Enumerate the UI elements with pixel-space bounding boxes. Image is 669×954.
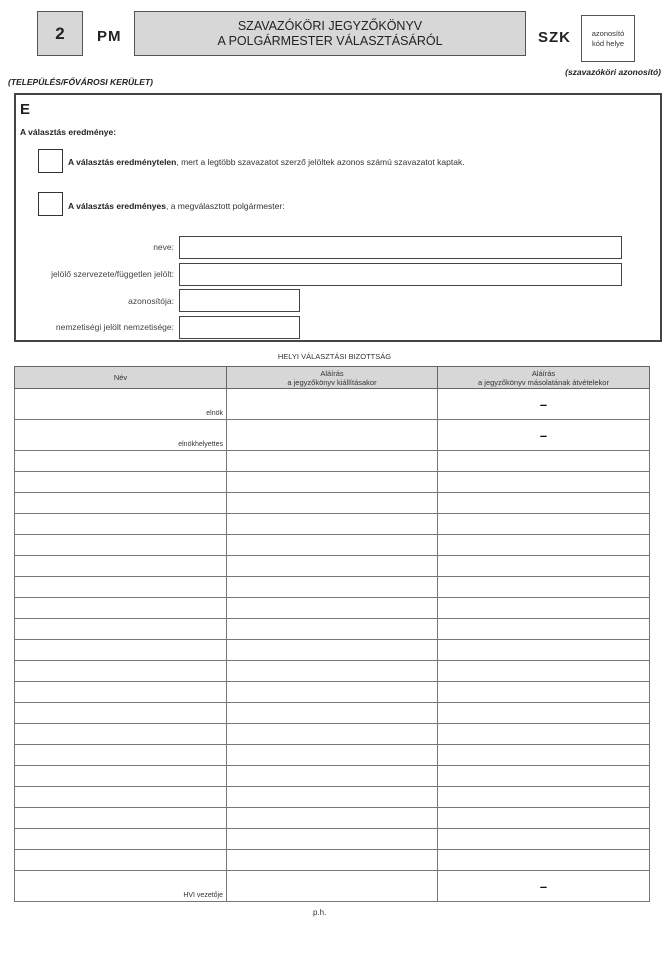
field-name[interactable] — [179, 236, 622, 259]
code-box — [581, 15, 635, 62]
cell-name[interactable] — [15, 682, 227, 703]
cell-signature[interactable] — [227, 787, 438, 808]
label-nationality: nemzetiségi jelölt nemzetisége: — [55, 322, 174, 332]
cell-signature[interactable] — [227, 724, 438, 745]
form-title-line2: A POLGÁRMESTER VÁLASZTÁSÁRÓL — [217, 33, 443, 48]
form-code: PM — [97, 28, 122, 45]
form-title-line1: SZAVAZÓKÖRI JEGYZŐKÖNYV — [237, 18, 423, 33]
role-chair[interactable]: elnök — [15, 389, 227, 420]
option-invalid-text — [68, 157, 465, 167]
dash-mark: – — [438, 871, 650, 902]
col-signature-issue-line1: Aláírás — [320, 368, 344, 378]
cell-name[interactable] — [15, 598, 227, 619]
cell-name[interactable] — [15, 577, 227, 598]
cell-signature[interactable] — [227, 850, 438, 871]
cell-signature[interactable] — [438, 682, 650, 703]
table-row — [15, 556, 650, 577]
cell-signature[interactable] — [227, 619, 438, 640]
table-row — [15, 745, 650, 766]
option-invalid-rest: , mert a legtöbb szavazatot szerző jelöltek azonos számú szavazatot kaptak. — [176, 157, 465, 167]
cell-signature[interactable] — [227, 389, 438, 420]
cell-signature[interactable] — [438, 514, 650, 535]
col-signature-copy-line1: Aláírás — [531, 368, 556, 378]
table-row — [15, 514, 650, 535]
field-nationality[interactable] — [179, 316, 300, 339]
table-row — [15, 766, 650, 787]
cell-name[interactable] — [15, 556, 227, 577]
cell-signature[interactable] — [438, 745, 650, 766]
cell-name[interactable] — [15, 493, 227, 514]
cell-signature[interactable] — [227, 661, 438, 682]
committee-title: HELYI VÁLASZTÁSI BIZOTTSÁG — [277, 352, 392, 361]
cell-name[interactable] — [15, 787, 227, 808]
table-row — [15, 577, 650, 598]
table-row — [15, 472, 650, 493]
cell-signature[interactable] — [438, 472, 650, 493]
cell-signature[interactable] — [227, 472, 438, 493]
table-row — [15, 451, 650, 472]
label-name: neve: — [153, 242, 174, 252]
cell-signature[interactable] — [227, 871, 438, 902]
cell-signature[interactable] — [438, 598, 650, 619]
cell-signature[interactable] — [438, 493, 650, 514]
cell-signature[interactable] — [227, 640, 438, 661]
cell-signature[interactable] — [227, 766, 438, 787]
table-row — [15, 724, 650, 745]
table-row — [15, 640, 650, 661]
cell-signature[interactable] — [438, 661, 650, 682]
label-id: azonosítója: — [128, 296, 174, 306]
cell-signature[interactable] — [227, 493, 438, 514]
stamp-placeholder: p.h. — [313, 908, 327, 917]
cell-name[interactable] — [15, 724, 227, 745]
cell-signature[interactable] — [438, 556, 650, 577]
settlement-label: (TELEPÜLÉS/FŐVÁROSI KERÜLET) — [8, 77, 153, 87]
cell-name[interactable] — [15, 703, 227, 724]
cell-signature[interactable] — [438, 640, 650, 661]
cell-signature[interactable] — [227, 514, 438, 535]
cell-name[interactable] — [15, 745, 227, 766]
table-row — [15, 598, 650, 619]
signature-table-header — [15, 367, 650, 389]
cell-signature[interactable] — [227, 420, 438, 451]
cell-signature[interactable] — [227, 598, 438, 619]
code-box-line2: kód helye — [591, 38, 625, 48]
cell-signature[interactable] — [438, 829, 650, 850]
cell-name[interactable] — [15, 766, 227, 787]
table-row — [15, 619, 650, 640]
table-row — [15, 787, 650, 808]
col-signature-issue-line2: a jegyzőkönyv kiállításakor — [287, 377, 377, 387]
row-chair — [15, 389, 650, 420]
field-organization[interactable] — [179, 263, 622, 286]
table-row — [15, 808, 650, 829]
cell-signature[interactable] — [227, 745, 438, 766]
cell-signature[interactable] — [438, 766, 650, 787]
option-valid-text — [68, 201, 285, 211]
cell-name[interactable] — [15, 514, 227, 535]
table-row — [15, 661, 650, 682]
section-heading: A választás eredménye: — [20, 127, 117, 137]
section-e — [14, 93, 662, 342]
checkbox-valid[interactable] — [38, 192, 63, 216]
role-hvi-head[interactable]: HVI vezetője — [15, 871, 227, 902]
cell-name[interactable] — [15, 661, 227, 682]
cell-name[interactable] — [15, 535, 227, 556]
dash-mark: – — [438, 420, 650, 451]
option-invalid-bold: A választás eredménytelen — [68, 157, 177, 167]
cell-name[interactable] — [15, 619, 227, 640]
cell-name[interactable] — [15, 808, 227, 829]
signature-table — [14, 366, 650, 902]
table-row — [15, 682, 650, 703]
col-signature-copy-line2: a jegyzőkönyv másolatának átvételekor — [478, 377, 609, 387]
szk-label: SZK — [538, 29, 571, 46]
cell-signature[interactable] — [438, 808, 650, 829]
szk-note: (szavazóköri azonosító) — [565, 67, 661, 77]
table-row — [15, 535, 650, 556]
cell-signature[interactable] — [227, 703, 438, 724]
cell-signature[interactable] — [438, 724, 650, 745]
cell-signature[interactable] — [227, 535, 438, 556]
col-name: Név — [15, 367, 227, 389]
cell-signature[interactable] — [438, 535, 650, 556]
option-valid-bold: A választás eredményes — [68, 201, 166, 211]
table-row — [15, 493, 650, 514]
role-vice-chair[interactable]: elnökhelyettes — [15, 420, 227, 451]
cell-signature[interactable] — [438, 619, 650, 640]
form-number: 2 — [37, 11, 83, 56]
cell-name[interactable] — [15, 472, 227, 493]
cell-signature[interactable] — [227, 577, 438, 598]
table-row — [15, 829, 650, 850]
cell-signature[interactable] — [438, 787, 650, 808]
cell-signature[interactable] — [227, 556, 438, 577]
checkbox-invalid[interactable] — [38, 149, 63, 173]
field-id[interactable] — [179, 289, 300, 312]
cell-signature[interactable] — [438, 451, 650, 472]
cell-signature[interactable] — [227, 682, 438, 703]
cell-name[interactable] — [15, 850, 227, 871]
col-signature-copy — [438, 367, 650, 389]
code-box-line1: azonosító — [591, 28, 625, 38]
cell-signature[interactable] — [438, 703, 650, 724]
col-signature-issue — [227, 367, 438, 389]
option-valid-rest: , a megválasztott polgármester: — [165, 201, 285, 211]
cell-name[interactable] — [15, 829, 227, 850]
row-hvi-head — [15, 871, 650, 902]
cell-signature[interactable] — [438, 850, 650, 871]
cell-signature[interactable] — [227, 829, 438, 850]
row-vice-chair — [15, 420, 650, 451]
cell-signature[interactable] — [227, 808, 438, 829]
form-title — [134, 11, 526, 56]
label-organization: jelölő szervezete/független jelölt: — [51, 269, 174, 279]
cell-signature[interactable] — [438, 577, 650, 598]
dash-mark: – — [438, 389, 650, 420]
cell-signature[interactable] — [227, 451, 438, 472]
cell-name[interactable] — [15, 640, 227, 661]
section-letter: E — [20, 101, 31, 118]
table-row — [15, 850, 650, 871]
table-row — [15, 703, 650, 724]
cell-name[interactable] — [15, 451, 227, 472]
